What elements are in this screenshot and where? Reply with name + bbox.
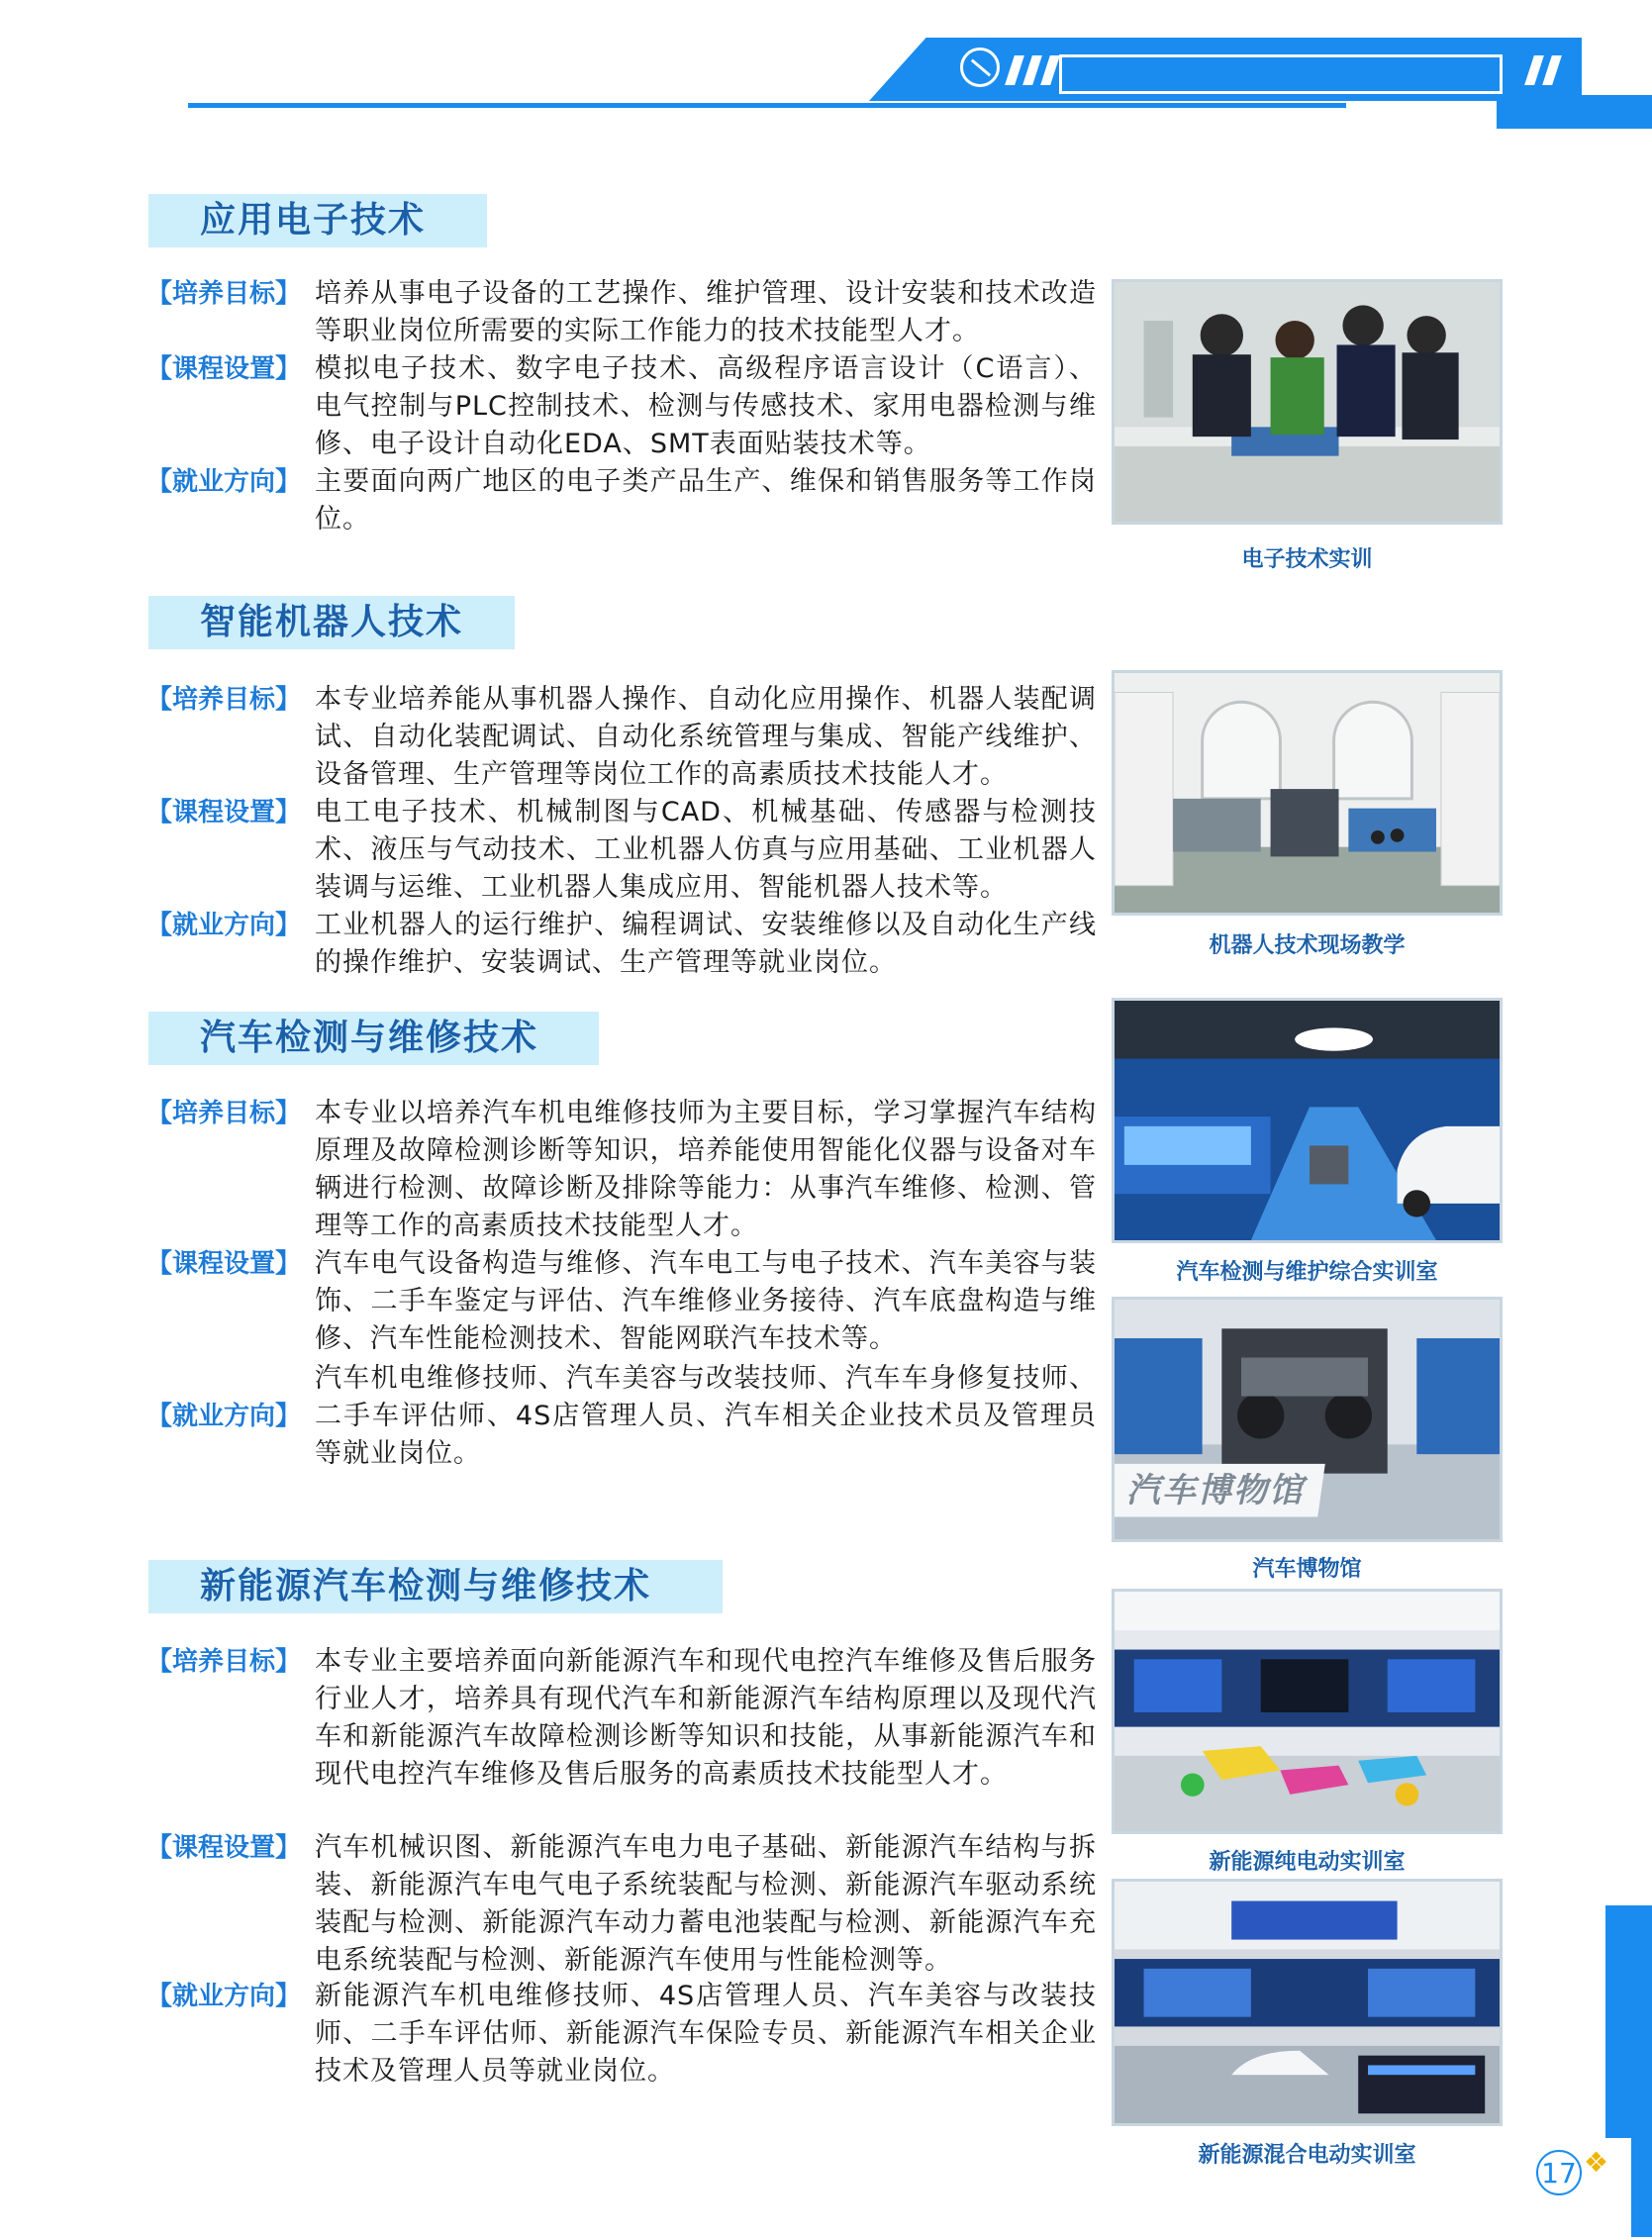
section3-course: [146, 1245, 1097, 1358]
photo-robotics-teaching: [1112, 670, 1503, 916]
job-text: 汽车机电维修技师、汽车美容与改装技师、汽车车身修复技师、二手车评估师、4S店管理人员、汽车相关企业技术员及管理员等就业岗位。: [315, 1363, 1097, 1469]
section2-goal: [146, 681, 1097, 794]
job-text: 工业机器人的运行维护、编程调试、安装维修以及自动化生产线的操作维护、安装调试、生产管理等就业岗位。: [315, 910, 1097, 978]
museum-sign: 汽车博物馆: [1126, 1471, 1305, 1510]
label-course: 【课程设置】: [146, 354, 302, 384]
section4-job: [146, 1978, 1097, 2091]
course-text: 汽车机械识图、新能源汽车电力电子基础、新能源汽车结构与拆装、新能源汽车电气电子系统装配与检测、新能源汽车驱动系统装配与检测、新能源汽车动力蓄电池装配与检测、新能源汽车充电系统装配与检测、新能源汽车使用与性能检测等。: [315, 1832, 1097, 1976]
caption-robotics: 机器人技术现场教学: [1209, 933, 1406, 958]
label-job: 【就业方向】: [146, 911, 302, 940]
section4-goal: [146, 1643, 1097, 1794]
caption-museum: 汽车博物馆: [1252, 1557, 1362, 1582]
caption-auto-lab: 汽车检测与维护综合实训室: [1176, 1260, 1438, 1285]
job-text: 新能源汽车机电维修技师、4S店管理人员、汽车美容与改装技师、二手车评估师、新能源汽车保险专员、新能源汽车相关企业技术及管理人员等就业岗位。: [315, 1981, 1097, 2087]
goal-text: 本专业以培养汽车机电维修技师为主要目标，学习掌握汽车结构原理及故障检测诊断等知识，培养能使用智能化仪器与设备对车辆进行检测、故障诊断及排除等能力：从事汽车维修、检测、管理等工作的高素质技术技能型人才。: [315, 1098, 1097, 1241]
page-number: 17: [1536, 2150, 1582, 2195]
label-job: 【就业方向】: [146, 1402, 302, 1431]
section2-job: [146, 907, 1097, 982]
label-course: 【课程设置】: [146, 1833, 302, 1863]
header-stripes-right: [1529, 55, 1557, 85]
course-text: 电工电子技术、机械制图与CAD、机械基础、传感器与检测技术、液压与气动技术、工业机器人仿真与应用基础、工业机器人装调与运维、工业机器人集成应用、智能机器人技术等。: [315, 797, 1097, 903]
header-box: [1059, 54, 1503, 94]
section1-course: [146, 350, 1097, 463]
course-text: 汽车电气设备构造与维修、汽车电工与电子技术、汽车美容与装饰、二手车鉴定与评估、汽车维修业务接待、汽车底盘构造与维修、汽车性能检测技术、智能网联汽车技术等。: [315, 1248, 1097, 1354]
goal-text: 培养从事电子设备的工艺操作、维护管理、设计安装和技术改造等职业岗位所需要的实际工作能力的技术技能型人才。: [315, 278, 1097, 346]
header-stripes-left: [1010, 55, 1055, 85]
section-title-new-energy: 新能源汽车检测与维修技术: [148, 1560, 723, 1613]
section2-course: [146, 794, 1097, 907]
photo-electronics-training: [1112, 279, 1503, 525]
goal-text: 本专业培养能从事机器人操作、自动化应用操作、机器人装配调试、自动化装配调试、自动化系统管理与集成、智能产线维护、设备管理、生产管理等岗位工作的高素质技术技能人才。: [315, 684, 1097, 790]
label-goal: 【培养目标】: [146, 279, 302, 309]
photo-ev-lab: [1112, 1589, 1503, 1834]
caption-electronics: 电子技术实训: [1241, 547, 1373, 572]
page-badge: [1522, 2138, 1631, 2237]
leaf-icon: ❖: [1584, 2146, 1609, 2179]
photo-hybrid-lab: [1112, 1879, 1503, 2126]
section4-course: [146, 1829, 1097, 1980]
label-goal: 【培养目标】: [146, 1647, 302, 1677]
label-job: 【就业方向】: [146, 1982, 302, 2011]
label-goal: 【培养目标】: [146, 685, 302, 715]
job-text: 主要面向两广地区的电子类产品生产、维保和销售服务等工作岗位。: [315, 466, 1097, 535]
section1-goal: [146, 275, 1097, 350]
goal-text: 本专业主要培养面向新能源汽车和现代电控汽车维修及售后服务行业人才，培养具有现代汽车和新能源汽车结构原理以及现代汽车和新能源汽车故障检测诊断等知识和技能，从事新能源汽车和现代电控汽车维修及售后服务的高素质技术技能型人才。: [315, 1646, 1097, 1790]
label-goal: 【培养目标】: [146, 1099, 302, 1128]
header-rule: [188, 103, 1346, 108]
label-job: 【就业方向】: [146, 467, 302, 497]
section1-job: [146, 463, 1097, 538]
label-course: 【课程设置】: [146, 798, 302, 827]
caption-ev-lab: 新能源纯电动实训室: [1209, 1850, 1406, 1875]
photo-auto-lab: [1112, 998, 1503, 1243]
label-course: 【课程设置】: [146, 1249, 302, 1279]
compass-icon: [960, 48, 1000, 87]
section3-goal: [146, 1095, 1097, 1245]
section3-job: [146, 1360, 1097, 1473]
header-block: [1497, 95, 1652, 129]
section-title-robotics: 智能机器人技术: [148, 596, 515, 649]
caption-hybrid-lab: 新能源混合电动实训室: [1198, 2143, 1416, 2168]
course-text: 模拟电子技术、数字电子技术、高级程序语言设计（C语言）、电气控制与PLC控制技术、检测与传感技术、家用电器检测与维修、电子设计自动化EDA、SMT表面贴装技术等。: [315, 353, 1097, 459]
section-title-auto-repair: 汽车检测与维修技术: [148, 1012, 599, 1065]
section-title-electronics: 应用电子技术: [148, 194, 487, 247]
